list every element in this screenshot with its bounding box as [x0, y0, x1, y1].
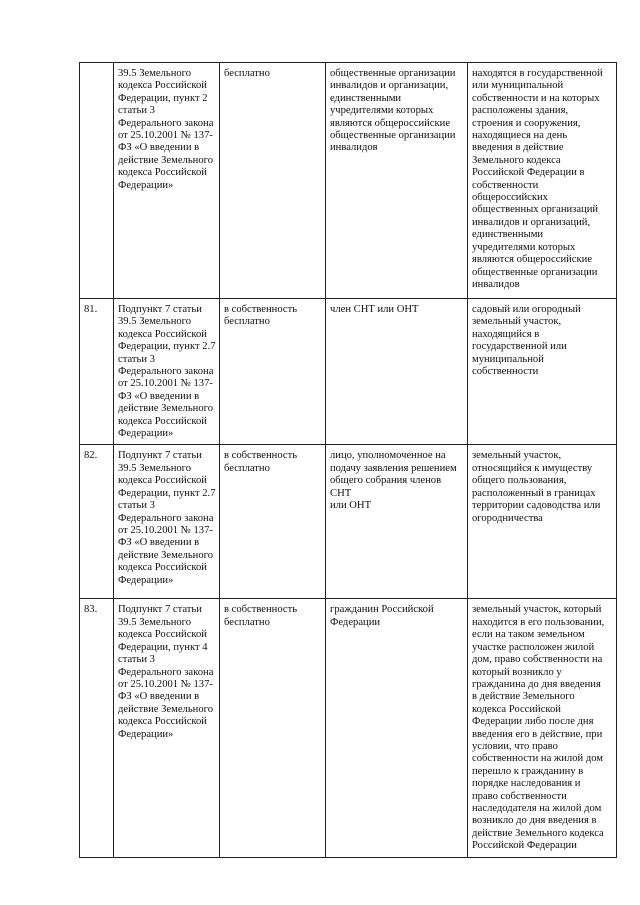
right-type-cell: [220, 63, 326, 299]
subject-text: лицо, уполномоченное на подачу заявления решением общего собрания членов СНТ или ОНТ: [330, 450, 457, 512]
right-type-cell: [220, 599, 326, 857]
subject-text: общественные организации инвалидов и организации, единственными учредителями которых являются общероссийские общественные организации инвалидов: [330, 68, 456, 154]
right-type-text: в собственность бесплатно: [224, 304, 298, 328]
right-type-text: в собственность бесплатно: [224, 604, 298, 628]
land-plot-text: земельный участок, относящийся к имуществу общего пользования, расположенный в границах территории садоводства или огородничества: [472, 450, 601, 524]
subject-cell: [326, 63, 468, 299]
row-number: 82.: [84, 450, 98, 462]
land-plot-cell: [468, 445, 617, 599]
legal-basis-text: Подпункт 7 статьи 39.5 Земельного кодекса Российской Федерации, пункт 2.7 статьи 3 Федерального закона от 25.10.2001 № 137- ФЗ «О введении в действие Земельного кодекса Российской Федерации»: [118, 450, 216, 586]
row-number-cell: [80, 445, 114, 599]
subject-cell: [326, 445, 468, 599]
table-row: [80, 445, 617, 599]
legal-basis-text: Подпункт 7 статьи 39.5 Земельного кодекса Российской Федерации, пункт 2.7 статьи 3 Федерального закона от 25.10.2001 № 137- ФЗ «О введении в действие Земельного кодекса Российской Федерации»: [118, 304, 216, 440]
land-plot-cell: [468, 63, 617, 299]
legal-basis-cell: [114, 63, 220, 299]
legal-basis-cell: [114, 299, 220, 445]
legal-basis-cell: [114, 445, 220, 599]
right-type-text: в собственность бесплатно: [224, 450, 298, 474]
legal-basis-cell: [114, 599, 220, 857]
table-row: [80, 63, 617, 299]
row-number-cell: [80, 63, 114, 299]
row-number-cell: [80, 299, 114, 445]
right-type-cell: [220, 299, 326, 445]
land-provision-table: [79, 62, 617, 858]
land-plot-text: находятся в государственной или муниципальной собственности и на которых расположены здания, строения и сооружения, находящиеся на день введения в действие Земельного кодекса Российской Федерации в собственности общероссийских общественных организаций инвалидов и организаций, единственными учредителями которых являются общероссийские общественные организации инвалидов: [472, 68, 603, 290]
land-plot-text: садовый или огородный земельный участок, находящийся в государственной или муниципальной собственности: [472, 304, 581, 378]
subject-cell: [326, 599, 468, 857]
subject-text: член СНТ или ОНТ: [330, 304, 419, 315]
table-row: [80, 299, 617, 445]
land-plot-cell: [468, 599, 617, 857]
legal-basis-text: Подпункт 7 статьи 39.5 Земельного кодекса Российской Федерации, пункт 4 статьи 3 Федерального закона от 25.10.2001 № 137- ФЗ «О введении в действие Земельного кодекса Российской Федерации»: [118, 604, 214, 740]
subject-text: гражданин Российской Федерации: [330, 604, 434, 628]
row-number: 83.: [84, 604, 98, 616]
legal-basis-text: 39.5 Земельного кодекса Российской Федерации, пункт 2 статьи 3 Федерального закона от 25.10.2001 № 137- ФЗ «О введении в действие Земельного кодекса Российской Федерации»: [118, 68, 214, 191]
right-type-text: бесплатно: [224, 68, 270, 79]
land-plot-cell: [468, 299, 617, 445]
right-type-cell: [220, 445, 326, 599]
subject-cell: [326, 299, 468, 445]
row-number: 81.: [84, 304, 98, 315]
row-number-cell: [80, 599, 114, 857]
land-plot-text: земельный участок, который находится в его пользовании, если на таком земельном участке расположен жилой дом, право собственности на который возникло у гражданина до дня введения в действие Земельного кодекса Российской Федерации либо после дня введения его в действие, при условии, что право собственности на жилой дом перешло к гражданину в порядке наследования и право собственности наследодателя на жилой дом возникло до дня введения в действие Земельного кодекса Российской Федерации: [472, 604, 605, 852]
table-row: [80, 599, 617, 857]
